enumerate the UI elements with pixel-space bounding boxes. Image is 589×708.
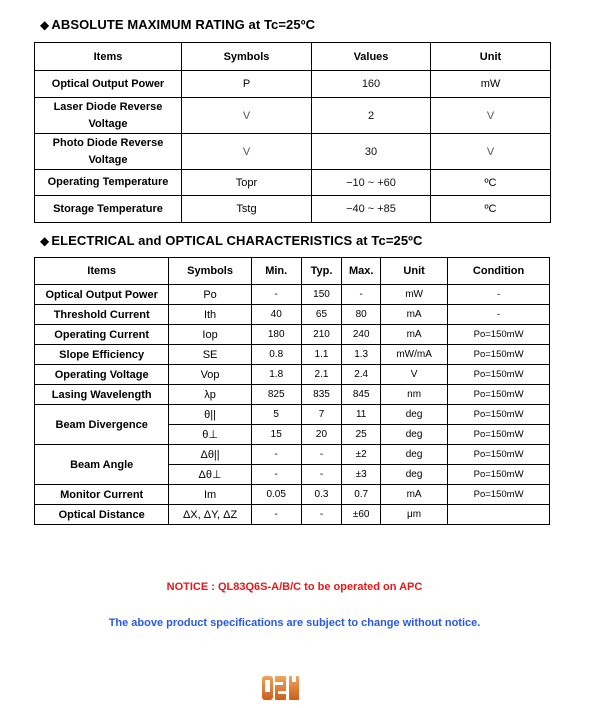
disclaimer-text: The above product specifications are subject to change without notice. <box>108 617 481 629</box>
row-item: Optical Distance <box>35 505 169 525</box>
row-max: 240 <box>342 325 381 345</box>
row-typ: 210 <box>301 325 342 345</box>
row-max: 0.7 <box>342 485 381 505</box>
row-condition: Po=150mW <box>448 365 550 385</box>
row-symbol: SE <box>169 345 251 365</box>
row-min: - <box>251 445 301 465</box>
header-min: Min. <box>251 258 301 285</box>
header-unit: Unit <box>381 258 448 285</box>
electrical-optical-table <box>34 257 550 525</box>
row-unit: μm <box>381 505 448 525</box>
row-item: Slope Efficiency <box>35 345 169 365</box>
row-item: Laser Diode Reverse Voltage <box>35 98 182 134</box>
header-items: Items <box>35 258 169 285</box>
row-unit: deg <box>381 445 448 465</box>
header-items: Items <box>35 43 182 71</box>
table-row <box>35 385 550 405</box>
table-row <box>35 505 550 525</box>
row-unit: mA <box>381 485 448 505</box>
table-row <box>35 325 550 345</box>
table-row <box>35 71 551 98</box>
row-symbol: Δθ|| <box>169 445 251 465</box>
row-symbol: Ith <box>169 305 251 325</box>
row-symbol: Δθ⊥ <box>169 465 251 485</box>
row-symbol: V <box>182 134 312 170</box>
row-unit: ºC <box>431 170 551 196</box>
qsi-logo-icon <box>261 673 301 703</box>
table-row <box>35 405 550 425</box>
row-max: ±2 <box>342 445 381 465</box>
row-condition <box>448 505 550 525</box>
table-row <box>35 445 550 465</box>
row-symbol: Vop <box>169 365 251 385</box>
notice-text: NOTICE : QL83Q6S-A/B/C to be operated on APC <box>166 581 423 593</box>
row-typ: 1.1 <box>301 345 342 365</box>
row-min: 180 <box>251 325 301 345</box>
row-unit: deg <box>381 425 448 445</box>
table-row <box>35 134 551 170</box>
header-symbols: Symbols <box>169 258 251 285</box>
row-item: Beam Angle <box>35 445 169 485</box>
row-typ: 835 <box>301 385 342 405</box>
row-typ: 150 <box>301 285 342 305</box>
row-typ: 2.1 <box>301 365 342 385</box>
header-unit: Unit <box>431 43 551 71</box>
row-max: 1.3 <box>342 345 381 365</box>
row-symbol: V <box>182 98 312 134</box>
row-value: 160 <box>312 71 431 98</box>
row-symbol: Iop <box>169 325 251 345</box>
row-symbol: Po <box>169 285 251 305</box>
row-item: Monitor Current <box>35 485 169 505</box>
row-item: Optical Output Power <box>35 71 182 98</box>
table-row <box>35 285 550 305</box>
row-symbol: θ⊥ <box>169 425 251 445</box>
row-item: Beam Divergence <box>35 405 169 445</box>
table-header-row <box>35 43 551 71</box>
header-values: Values <box>312 43 431 71</box>
row-unit: V <box>381 365 448 385</box>
table-row <box>35 365 550 385</box>
row-condition: Po=150mW <box>448 345 550 365</box>
row-min: - <box>251 285 301 305</box>
row-min: - <box>251 465 301 485</box>
row-min: - <box>251 505 301 525</box>
table-row <box>35 98 551 134</box>
row-symbol: Tstg <box>182 196 312 223</box>
row-min: 0.05 <box>251 485 301 505</box>
section1-heading <box>40 17 315 32</box>
row-typ: - <box>301 445 342 465</box>
row-condition: Po=150mW <box>448 465 550 485</box>
section2-title: ELECTRICAL and OPTICAL CHARACTERISTICS at Tc=25ºC <box>51 233 423 248</box>
row-typ: 7 <box>301 405 342 425</box>
table-row <box>35 345 550 365</box>
row-value: 30 <box>312 134 431 170</box>
row-symbol: P <box>182 71 312 98</box>
row-unit: ºC <box>431 196 551 223</box>
row-unit: mW/mA <box>381 345 448 365</box>
row-unit: mA <box>381 325 448 345</box>
row-item: Threshold Current <box>35 305 169 325</box>
row-condition: - <box>448 285 550 305</box>
row-item: Storage Temperature <box>35 196 182 223</box>
row-min: 0.8 <box>251 345 301 365</box>
row-condition: - <box>448 305 550 325</box>
row-symbol: λp <box>169 385 251 405</box>
row-typ: 65 <box>301 305 342 325</box>
row-typ: - <box>301 505 342 525</box>
row-max: 80 <box>342 305 381 325</box>
row-min: 825 <box>251 385 301 405</box>
row-max: 11 <box>342 405 381 425</box>
row-symbol: ΔX, ΔY, ΔZ <box>169 505 251 525</box>
row-max: ±3 <box>342 465 381 485</box>
row-typ: - <box>301 465 342 485</box>
row-condition: Po=150mW <box>448 405 550 425</box>
section1-title: ABSOLUTE MAXIMUM RATING at Tc=25ºC <box>51 17 316 32</box>
absolute-max-rating-table <box>34 42 551 223</box>
row-unit: mW <box>381 285 448 305</box>
row-condition: Po=150mW <box>448 445 550 465</box>
row-item: Operating Current <box>35 325 169 345</box>
table-row <box>35 170 551 196</box>
row-unit: mA <box>381 305 448 325</box>
row-unit: deg <box>381 405 448 425</box>
row-condition: Po=150mW <box>448 425 550 445</box>
row-symbol: Im <box>169 485 251 505</box>
diamond-bullet-icon: ◆ <box>40 18 50 32</box>
row-condition: Po=150mW <box>448 385 550 405</box>
row-item: Operating Temperature <box>35 170 182 196</box>
row-condition: Po=150mW <box>448 325 550 345</box>
row-item: Lasing Wavelength <box>35 385 169 405</box>
row-max: 25 <box>342 425 381 445</box>
row-min: 40 <box>251 305 301 325</box>
header-condition: Condition <box>448 258 550 285</box>
row-typ: 0.3 <box>301 485 342 505</box>
row-min: 1.8 <box>251 365 301 385</box>
header-symbols: Symbols <box>182 43 312 71</box>
table-row <box>35 485 550 505</box>
table-header-row <box>35 258 550 285</box>
row-symbol: Topr <box>182 170 312 196</box>
row-value: 2 <box>312 98 431 134</box>
row-min: 5 <box>251 405 301 425</box>
row-max: - <box>342 285 381 305</box>
table-row <box>35 196 551 223</box>
row-unit: mW <box>431 71 551 98</box>
row-unit: V <box>431 98 551 134</box>
row-item: Optical Output Power <box>35 285 169 305</box>
row-unit: deg <box>381 465 448 485</box>
row-value: −10 ~ +60 <box>312 170 431 196</box>
row-item: Photo Diode Reverse Voltage <box>35 134 182 170</box>
row-unit: nm <box>381 385 448 405</box>
row-max: 845 <box>342 385 381 405</box>
row-symbol: θ|| <box>169 405 251 425</box>
row-item: Operating Voltage <box>35 365 169 385</box>
row-min: 15 <box>251 425 301 445</box>
row-unit: V <box>431 134 551 170</box>
row-condition: Po=150mW <box>448 485 550 505</box>
row-value: −40 ~ +85 <box>312 196 431 223</box>
header-typ: Typ. <box>301 258 342 285</box>
row-max: ±60 <box>342 505 381 525</box>
section2-heading <box>40 233 423 248</box>
row-typ: 20 <box>301 425 342 445</box>
row-max: 2.4 <box>342 365 381 385</box>
table-row <box>35 305 550 325</box>
diamond-bullet-icon: ◆ <box>40 234 50 248</box>
header-max: Max. <box>342 258 381 285</box>
